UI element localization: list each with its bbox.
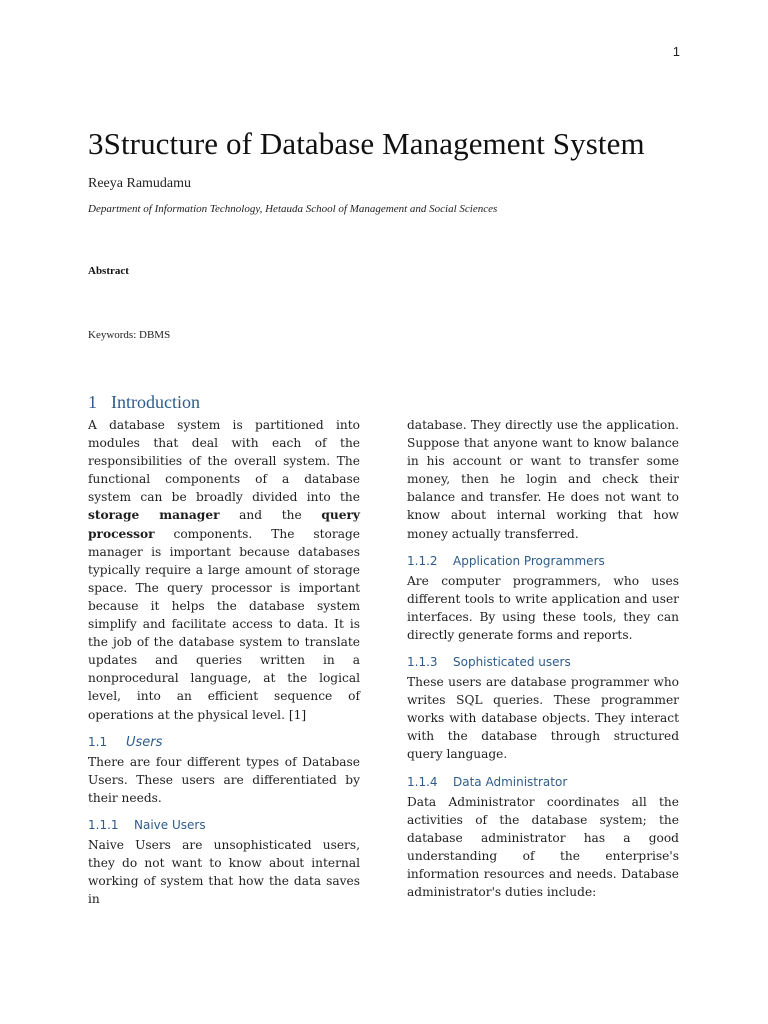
paper-title: 3Structure of Database Management System (88, 126, 645, 161)
right-column (407, 416, 679, 901)
introduction-paragraph (88, 416, 360, 724)
term-query-processor: query processor (88, 508, 360, 541)
sophisticated-users-paragraph: These users are database programmer who writes SQL queries. These programmer works with database objects. They interact with the database through structured query language. (407, 675, 679, 762)
naive-users-paragraph: Naive Users are unsophisticated users, they do not want to know about internal working of system that how the data saves in (88, 837, 360, 907)
keywords: Keywords: DBMS (88, 329, 171, 341)
subsection-number: 1.1.4 (407, 774, 438, 789)
subsection-heading-data-administrator (407, 774, 679, 791)
left-column (88, 416, 360, 908)
subsection-heading-application-programmers (407, 553, 679, 570)
section-heading-introduction (88, 392, 200, 413)
subsection-heading-users (88, 734, 360, 751)
subsection-number: 1.1.1 (88, 817, 119, 832)
abstract-heading: Abstract (88, 265, 129, 277)
subsection-title: Application Programmers (453, 553, 605, 568)
subsection-title: Sophisticated users (453, 655, 571, 670)
page-number: 1 (672, 44, 680, 59)
subsection-number: 1.1.3 (407, 655, 438, 670)
term-storage-manager: storage manager (88, 508, 220, 523)
section-title: Introduction (111, 392, 200, 412)
naive-users-paragraph-continued: database. They directly use the application. Suppose that anyone want to know balance in his account or want to transfer some money, then he login and check their balance and transfer. He does not want to know about internal working that how money actually transferred. (407, 418, 679, 541)
subsection-heading-sophisticated-users (407, 654, 679, 671)
author-affiliation: Department of Information Technology, Hetauda School of Management and Social Sciences (88, 203, 498, 215)
subsection-number: 1.1 (88, 734, 108, 749)
subsection-heading-naive-users (88, 817, 360, 834)
subsection-title: Users (126, 734, 163, 750)
data-administrator-paragraph: Data Administrator coordinates all the activities of the database system; the database administrator has a good understanding of the enterprise's information resources and needs. Database administrator's duties include: (407, 794, 679, 899)
subsection-number: 1.1.2 (407, 553, 438, 568)
application-programmers-paragraph: Are computer programmers, who uses different tools to write application and user interfaces. By using these tools, they can directly generate forms and reports. (407, 573, 679, 642)
text-run: components. The storage manager is important because databases typically require a large amount of storage space. The query processor is important because it helps the database system simplify and facilitate access to data. It is the job of the database system to translate updates and queries written in a nonprocedural language, at the logical level, into an efficient sequence of operations at the physical level. [1] (88, 526, 360, 722)
subsection-title: Naive Users (134, 817, 206, 832)
users-paragraph: There are four different types of Database Users. These users are differentiated by their needs. (88, 754, 360, 805)
section-number: 1 (88, 392, 97, 412)
subsection-title: Data Administrator (453, 774, 568, 789)
author-name: Reeya Ramudamu (88, 176, 192, 191)
text-run: and the (219, 508, 322, 523)
text-run: A database system is partitioned into modules that deal with each of the responsibilities of the overall system. The functional components of a database system can be broadly divided into the (88, 418, 360, 505)
